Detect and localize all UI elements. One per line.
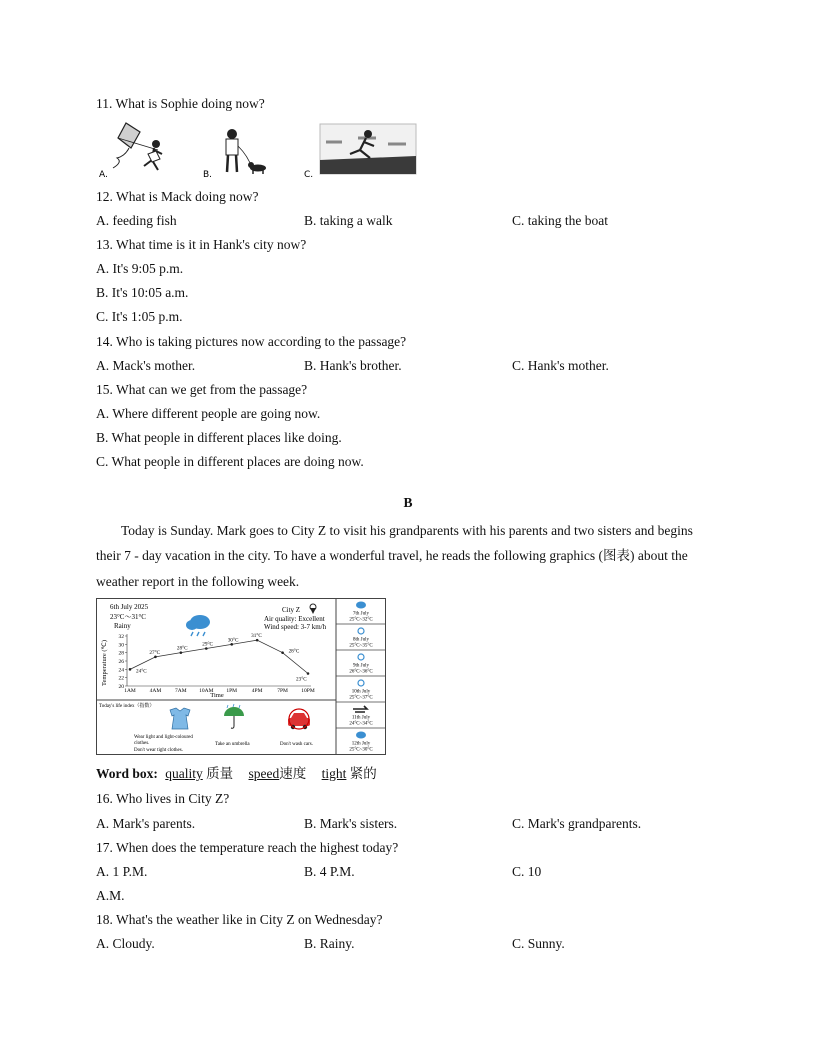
x-tick-label: 4PM [251, 688, 263, 694]
question-17: 17. When does the temperature reach the highest today? [96, 840, 399, 855]
rain-icon [356, 732, 366, 739]
question-15: 15. What can we get from the passage? [96, 382, 308, 397]
word-box [96, 766, 377, 782]
sun-icon [358, 680, 364, 686]
forecast-date: 8th July [353, 637, 369, 643]
weather-condition: Rainy [114, 622, 131, 630]
question-18: 18. What's the weather like in City Z on Wednesday? [96, 912, 383, 927]
q13-option-b[interactable]: B. It's 10:05 a.m. [96, 285, 189, 300]
weather-city: City Z [282, 606, 301, 614]
option-c-label: C. [304, 170, 314, 180]
data-point [230, 643, 233, 646]
forecast-range: 25°C~37°C [349, 695, 373, 701]
question-16: 16. Who lives in City Z? [96, 791, 230, 806]
question-14: 14. Who is taking pictures now according to the passage? [96, 334, 407, 349]
weather-wind: Wind speed: 3-7 km/h [264, 623, 327, 631]
q18-option-a[interactable]: A. Cloudy. [96, 936, 155, 951]
forecast-range: 25°C~32°C [349, 617, 373, 623]
weather-report-graphic [96, 598, 386, 755]
q15-option-a[interactable]: A. Where different people are going now. [96, 406, 321, 421]
q11-pictures [96, 120, 426, 182]
word-tight-zh: 紧的 [349, 766, 377, 781]
word-box-label: Word box: [96, 766, 158, 781]
data-point [129, 668, 132, 671]
q17-option-b[interactable]: B. 4 P.M. [304, 864, 355, 879]
kite-flying-picture [113, 123, 162, 170]
y-tick-label: 26 [118, 659, 124, 665]
word-speed-zh: 速度 [279, 766, 307, 781]
x-tick-label: 4AM [149, 688, 162, 694]
running-picture [320, 124, 416, 174]
data-label: 24°C [136, 668, 147, 675]
y-tick-label: 24 [118, 667, 124, 674]
q16-option-a[interactable]: A. Mark's parents. [96, 816, 196, 831]
forecast-date: 10th July [351, 689, 371, 695]
x-axis-label: Time [210, 692, 224, 699]
q12-option-c[interactable]: C. taking the boat [512, 213, 608, 228]
forecast-date: 9th July [353, 663, 369, 669]
option-a-label: A. [99, 170, 108, 180]
option-b-label: B. [203, 170, 213, 180]
forecast-range: 25°C~35°C [349, 643, 373, 649]
data-label: 27°C [149, 649, 161, 656]
weather-range: 23°C～31°C [110, 613, 146, 621]
x-tick-label: 1PM [226, 688, 238, 694]
q12-option-a[interactable]: A. feeding fish [96, 213, 177, 228]
data-label: 30°C [227, 637, 239, 644]
forecast-date: 7th July [353, 611, 369, 617]
data-point [281, 651, 284, 654]
x-tick-label: 1AM [124, 688, 136, 694]
q13-option-c[interactable]: C. It's 1:05 p.m. [96, 309, 183, 324]
q17-option-a[interactable]: A. 1 P.M. [96, 864, 148, 879]
q12-option-b[interactable]: B. taking a walk [304, 213, 393, 228]
data-label: 29°C [202, 641, 214, 648]
life-index-title: Today's life index（指数） [99, 704, 155, 709]
q16-option-c[interactable]: C. Mark's grandparents. [512, 816, 642, 831]
q14-option-c[interactable]: C. Hank's mother. [512, 358, 609, 373]
q13-option-a[interactable]: A. It's 9:05 p.m. [96, 261, 184, 276]
life-text-1: Wear light and light-coloured [134, 735, 193, 740]
q15-option-b[interactable]: B. What people in different places like doing. [96, 430, 342, 445]
forecast-range: 26°C~36°C [349, 669, 373, 675]
life-text-5: Don't wash cars. [280, 742, 313, 747]
question-11: 11. What is Sophie doing now? [96, 96, 265, 111]
data-point [154, 656, 157, 659]
sun-icon [358, 628, 364, 634]
word-quality-zh: 质量 [206, 766, 234, 781]
life-text-3: Don't wear tight clothes. [134, 748, 183, 753]
q18-option-b[interactable]: B. Rainy. [304, 936, 355, 951]
dog-walking-picture [226, 129, 266, 174]
life-text-2: clothes. [134, 741, 150, 746]
data-point [180, 651, 183, 654]
x-tick-label: 10PM [301, 688, 315, 694]
data-label: 31°C [251, 633, 262, 640]
x-tick-label: 7PM [277, 688, 288, 694]
forecast-date: 12th July [351, 741, 371, 747]
passage-line-1: Today is Sunday. Mark goes to City Z to visit his grandparents with his parents and two sisters and begins [121, 523, 693, 538]
forecast-range: 25°C~30°C [349, 747, 373, 753]
q17-option-c-wrap: A.M. [96, 888, 125, 903]
life-text-4: Take an umbrella [215, 742, 250, 747]
y-tick-label: 22 [118, 675, 124, 682]
y-tick-label: 32 [118, 634, 124, 640]
data-point [256, 639, 259, 642]
weather-date: 6th July 2025 [110, 603, 149, 611]
forecast-range: 24°C~34°C [349, 721, 373, 727]
word-speed: speed [248, 766, 280, 781]
q14-option-b[interactable]: B. Hank's brother. [304, 358, 402, 373]
word-tight: tight [321, 766, 347, 781]
q16-option-b[interactable]: B. Mark's sisters. [304, 816, 398, 831]
x-tick-label: 10AM [199, 688, 214, 694]
data-point [205, 647, 208, 650]
weather-air: Air quality: Excellent [264, 615, 325, 623]
question-12: 12. What is Mack doing now? [96, 189, 259, 204]
y-axis-label: Temperature (℃) [101, 639, 108, 687]
q14-option-a[interactable]: A. Mack's mother. [96, 358, 196, 373]
y-tick-label: 28 [118, 650, 124, 657]
section-heading: B [403, 495, 413, 510]
q15-option-c[interactable]: C. What people in different places are doing now. [96, 454, 364, 469]
passage-line-3: weather report in the following week. [96, 574, 300, 589]
data-label: 28°C [176, 645, 188, 652]
question-13: 13. What time is it in Hank's city now? [96, 237, 307, 252]
rain-icon [356, 602, 366, 609]
y-tick-label: 30 [118, 642, 124, 649]
passage-line-2: their 7 - day vacation in the city. To have a wonderful travel, he reads the following graphics (图表) about the [96, 548, 688, 563]
data-label: 23°C [296, 676, 307, 683]
y-tick-label: 20 [118, 684, 124, 690]
data-point [307, 672, 310, 675]
word-quality: quality [165, 766, 203, 781]
x-tick-label: 7AM [175, 688, 187, 694]
data-label: 28°C [288, 648, 300, 655]
forecast-date: 11th July [351, 715, 371, 721]
sun-cloud-icon [358, 654, 364, 660]
q17-option-c[interactable]: C. 10 [512, 864, 542, 879]
q18-option-c[interactable]: C. Sunny. [512, 936, 565, 951]
